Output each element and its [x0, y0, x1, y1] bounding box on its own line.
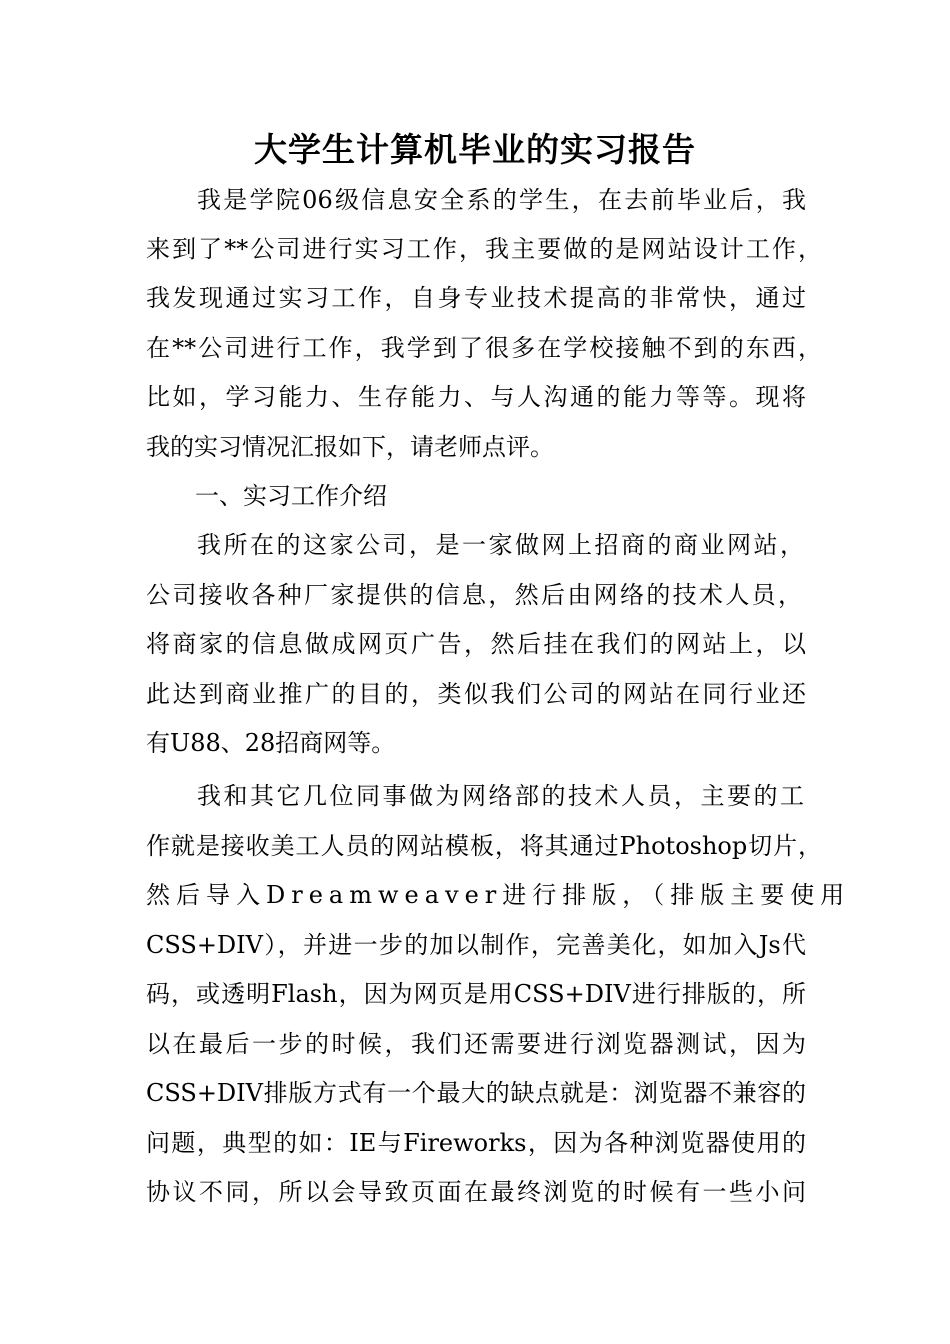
paragraph-line: 将商家的信息做成网页广告，然后挂在我们的网站上，以 [146, 630, 806, 658]
paragraph-line: 然后导入Dreamweaver进行排版，（排版主要使用 [146, 881, 851, 909]
paragraph-line: 问题，典型的如：IE与Fireworks，因为各种浏览器使用的 [146, 1129, 806, 1157]
section-heading: 一、实习工作介绍 [195, 482, 387, 510]
paragraph-line: 协议不同，所以会导致页面在最终浏览的时候有一些小问 [146, 1178, 806, 1206]
paragraph-line: 来到了**公司进行实习工作，我主要做的是网站设计工作， [146, 235, 822, 263]
paragraph-line: 有U88、28招商网等。 [146, 729, 396, 757]
document-title: 大学生计算机毕业的实习报告 [254, 130, 696, 169]
paragraph-line: 公司接收各种厂家提供的信息，然后由网络的技术人员， [146, 581, 802, 609]
paragraph-line: CSS+DIV），并进一步的加以制作，完善美化，如加入Js代 [146, 931, 806, 959]
paragraph-line: 作就是接收美工人员的网站模板，将其通过Photoshop切片， [146, 832, 822, 860]
paragraph-line: 我所在的这家公司，是一家做网上招商的商业网站， [197, 531, 804, 559]
paragraph-line: 我的实习情况汇报如下，请老师点评。 [146, 433, 554, 461]
paragraph-line: 比如，学习能力、生存能力、与人沟通的能力等等。现将 [146, 383, 806, 411]
paragraph-line: 我是学院06级信息安全系的学生，在去前毕业后，我 [197, 186, 806, 214]
paragraph-line: 我和其它几位同事做为网络部的技术人员，主要的工 [197, 782, 804, 810]
paragraph-line: 在**公司进行工作，我学到了很多在学校接触不到的东西， [146, 334, 822, 362]
paragraph-line: 我发现通过实习工作，自身专业技术提高的非常快，通过 [146, 284, 806, 312]
paragraph-line: CSS+DIV排版方式有一个最大的缺点就是：浏览器不兼容的 [146, 1079, 806, 1107]
paragraph-line: 此达到商业推广的目的，类似我们公司的网站在同行业还 [146, 680, 806, 708]
paragraph-line: 以在最后一步的时候，我们还需要进行浏览器测试，因为 [146, 1030, 806, 1058]
paragraph-line: 码，或透明Flash，因为网页是用CSS+DIV进行排版的，所 [146, 980, 806, 1008]
